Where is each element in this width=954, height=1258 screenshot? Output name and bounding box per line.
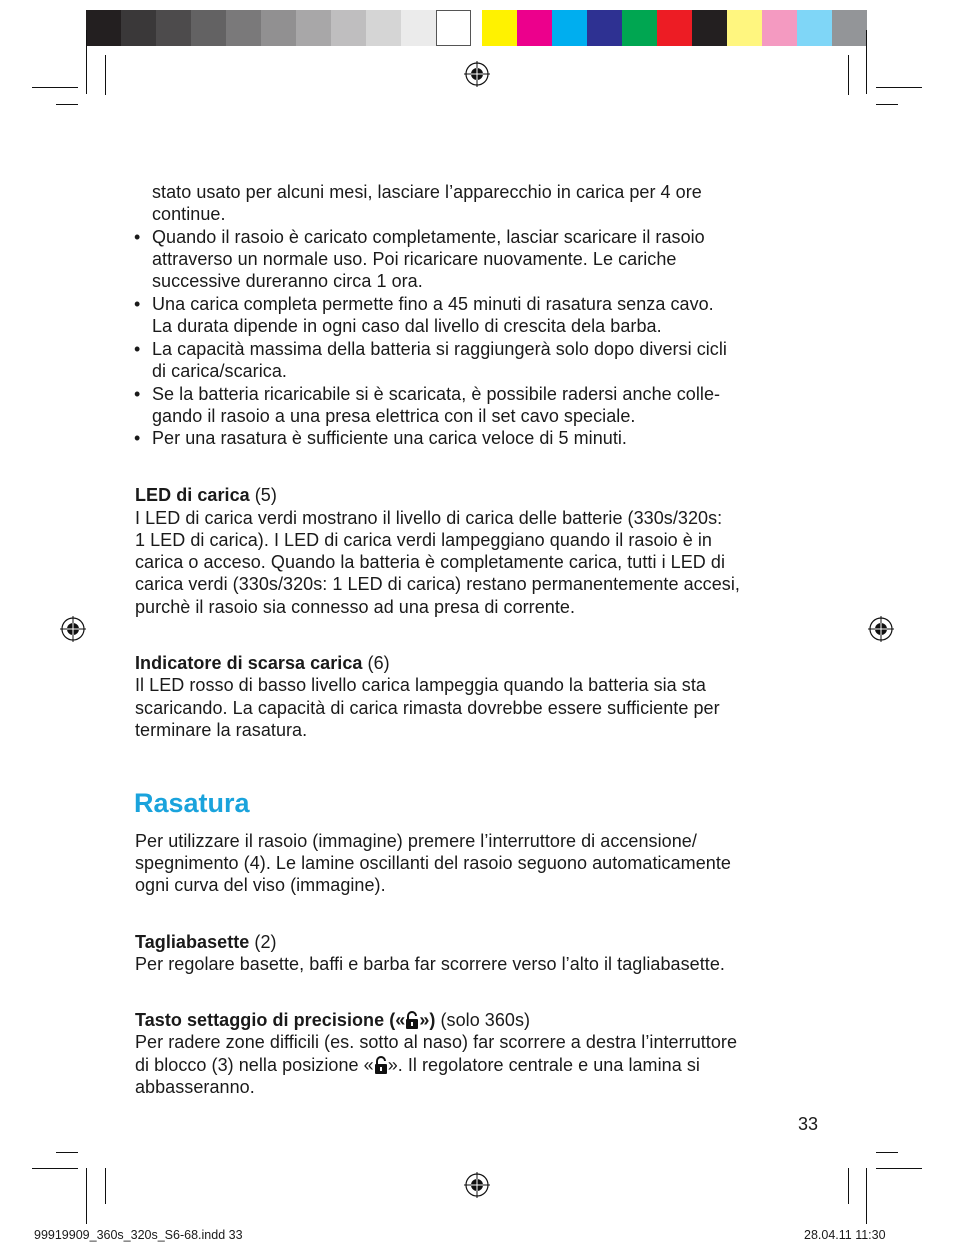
registration-mark-icon	[464, 61, 490, 87]
paragraph-line: Per regolare basette, baffi e barba far scorrere verso l’alto il tagliabasette.	[135, 954, 725, 974]
bullet-marker: •	[134, 294, 141, 314]
color-swatch	[121, 10, 156, 46]
color-swatch	[156, 10, 191, 46]
paragraph-line: purchè il rasoio sia connesso ad una presa di corrente.	[135, 597, 576, 617]
section-title-led	[135, 484, 815, 506]
paragraph-line: scaricando. La capacità di carica rimasta dovrebbe essere sufficiente per	[135, 698, 720, 718]
list-item: Una carica completa permette fino a 45 minuti di rasatura senza cavo.	[152, 294, 714, 314]
paragraph-line: terminare la rasatura.	[135, 720, 308, 740]
color-swatch	[832, 10, 867, 46]
paragraph-line: Il LED rosso di basso livello carica lampeggia quando la batteria sia sta	[135, 675, 706, 695]
list-item: La durata dipende in ogni caso dal livello di crescita dela barba.	[152, 316, 662, 336]
color-swatch	[86, 10, 121, 46]
list-item: successive dureranno circa 1 ora.	[152, 271, 423, 291]
section-ref: (5)	[249, 485, 277, 505]
paragraph-line: Per radere zone difficili (es. sotto al naso) far scorrere a destra l’interruttore	[135, 1032, 738, 1052]
list-item: gando il rasoio a una presa elettrica con il set cavo speciale.	[152, 406, 636, 426]
paragraph-line	[135, 1054, 815, 1076]
bullet-marker: •	[134, 384, 141, 404]
paragraph-line: carica o acceso. Quando la batteria è completamente carica, tutti i LED di	[135, 552, 725, 572]
color-swatch	[401, 10, 436, 46]
lock-icon	[405, 1011, 419, 1029]
paragraph-line: I LED di carica verdi mostrano il livello di carica delle batterie (330s/320s:	[135, 508, 723, 528]
color-swatch	[587, 10, 622, 46]
paragraph-line: 1 LED di carica). I LED di carica verdi lampeggiano quando il rasoio è in	[135, 530, 712, 550]
paragraph-line: ogni curva del viso (immagine).	[135, 875, 386, 895]
color-calibration-bar	[482, 10, 867, 46]
page-heading: Rasatura	[134, 788, 250, 818]
section-ref: (2)	[249, 932, 277, 952]
list-item: attraverso un normale uso. Poi ricaricare nuovamente. Le cariche	[152, 249, 677, 269]
list-item: Se la batteria ricaricabile si è scaricata, è possibile radersi anche colle-	[152, 384, 721, 404]
paragraph-line: spegnimento (4). Le lamine oscillanti del rasoio seguono automaticamente	[135, 853, 731, 873]
color-swatch	[762, 10, 797, 46]
section-title-text: Indicatore di scarsa carica	[135, 653, 363, 673]
color-swatch	[727, 10, 762, 46]
color-swatch	[366, 10, 401, 46]
section-ref: (solo 360s)	[435, 1010, 531, 1030]
continuation-line: stato usato per alcuni mesi, lasciare l’apparecchio in carica per 4 ore	[152, 182, 702, 202]
color-swatch	[552, 10, 587, 46]
list-item: di carica/scarica.	[152, 361, 287, 381]
continuation-line: continue.	[152, 204, 226, 224]
color-swatch	[436, 10, 471, 46]
page-number: 33	[798, 1114, 819, 1134]
section-title-precision	[135, 1009, 815, 1031]
section-title-trimmer	[135, 931, 815, 953]
paragraph-line: carica verdi (330s/320s: 1 LED di carica) restano permanentemente accesi,	[135, 574, 740, 594]
grayscale-calibration-bar	[86, 10, 471, 46]
color-swatch	[797, 10, 832, 46]
section-title-text: LED di carica	[135, 485, 250, 505]
color-swatch	[296, 10, 331, 46]
bullet-marker: •	[134, 428, 141, 448]
color-swatch	[657, 10, 692, 46]
paragraph-text: di blocco (3) nella posizione «	[135, 1055, 374, 1075]
color-swatch	[482, 10, 517, 46]
registration-mark-icon	[464, 1172, 490, 1198]
section-title-text: Tagliabasette	[135, 932, 250, 952]
lock-icon	[374, 1056, 388, 1074]
paragraph-line: abbasseranno.	[135, 1077, 255, 1097]
bullet-marker: •	[134, 227, 141, 247]
section-title-text: Tasto settaggio di precisione («	[135, 1010, 406, 1030]
color-swatch	[331, 10, 366, 46]
color-swatch	[226, 10, 261, 46]
color-swatch	[517, 10, 552, 46]
list-item: Per una rasatura è sufficiente una carica veloce di 5 minuti.	[152, 428, 627, 448]
bullet-marker: •	[134, 339, 141, 359]
registration-mark-icon	[868, 616, 894, 642]
footer-file-info: 99919909_360s_320s_S6-68.indd 33	[34, 1228, 243, 1242]
registration-mark-icon	[60, 616, 86, 642]
footer-timestamp: 28.04.11 11:30	[804, 1228, 886, 1242]
section-title-low-battery	[135, 652, 815, 674]
list-item: Quando il rasoio è caricato completamente, lasciar scaricare il rasoio	[152, 227, 705, 247]
paragraph-text: ». Il regolatore centrale e una lamina si	[387, 1055, 700, 1075]
section-ref: (6)	[362, 653, 390, 673]
color-swatch	[261, 10, 296, 46]
color-swatch	[692, 10, 727, 46]
section-title-text: »)	[419, 1010, 436, 1030]
color-swatch	[622, 10, 657, 46]
color-swatch	[191, 10, 226, 46]
paragraph-line: Per utilizzare il rasoio (immagine) premere l’interruttore di accensione/	[135, 831, 697, 851]
list-item: La capacità massima della batteria si raggiungerà solo dopo diversi cicli	[152, 339, 727, 359]
